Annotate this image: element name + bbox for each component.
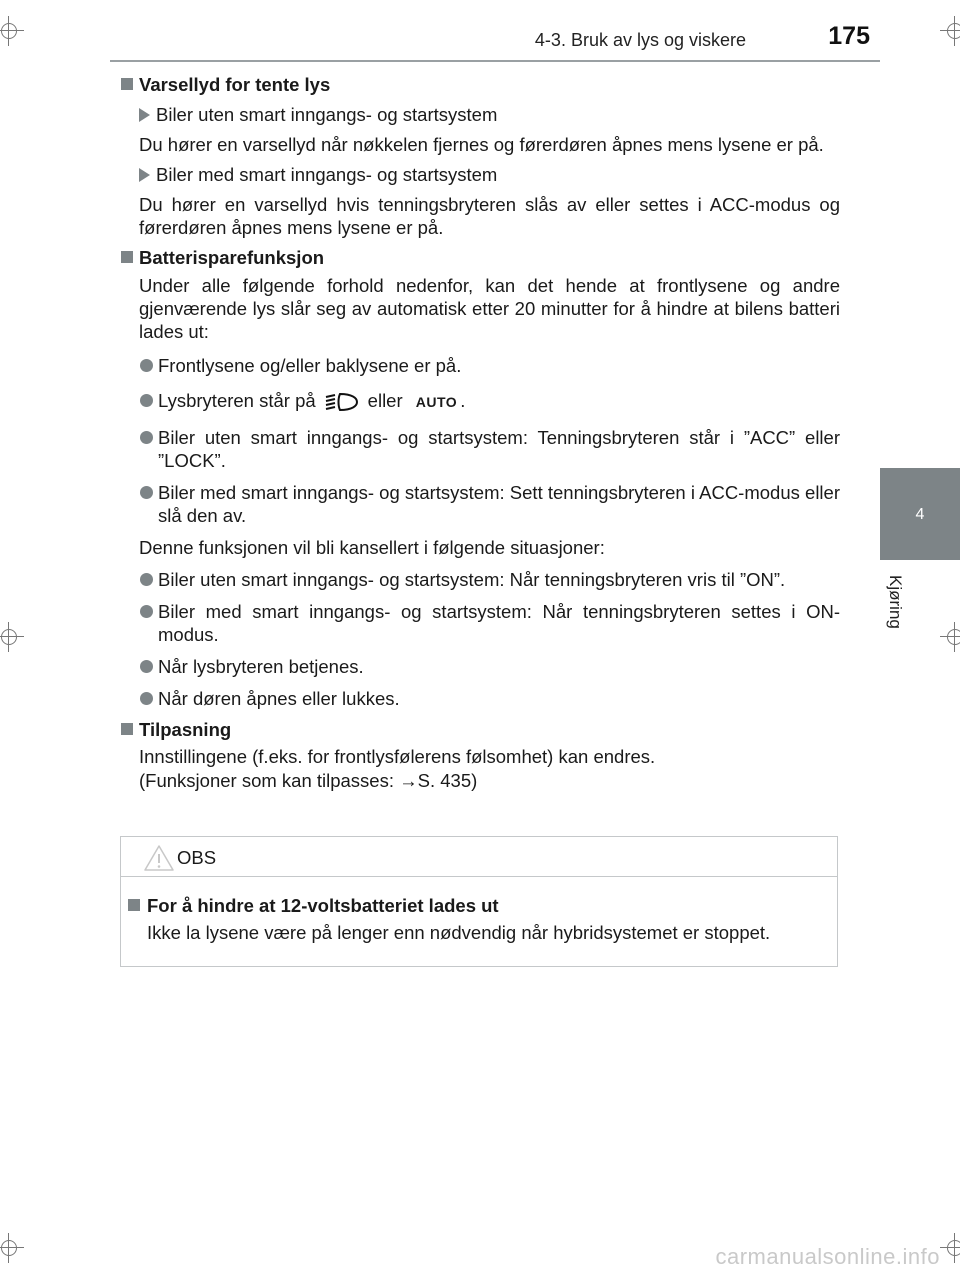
watermark: carmanualsonline.info: [715, 1244, 940, 1269]
list-item: Lysbryteren står på eller AUTO .: [120, 389, 840, 414]
subheading-without-smart: Biler uten smart inngangs- og startsystem: [120, 103, 840, 126]
cross-reference-link[interactable]: (Funksjoner som kan tilpasses: →S. 435): [139, 770, 478, 791]
chapter-label-container: [885, 575, 911, 645]
bullet-dot-icon: [140, 486, 153, 499]
auto-icon: AUTO: [415, 394, 458, 410]
bullet-dot-icon: [140, 692, 153, 705]
paragraph: Denne funksjonen vil bli kansellert i følgende situasjoner:: [139, 537, 605, 558]
list-item: Når døren åpnes eller lukkes.: [120, 687, 840, 710]
list-item: Frontlysene og/eller baklysene er på.: [120, 354, 840, 377]
header-rule: [110, 60, 880, 62]
paragraph: Du hører en varsellyd hvis tenningsbryteren slås av eller settes i ACC-modus og førerdøren åpnes mens lysene er på.: [139, 194, 840, 238]
crop-mark-mid-left: [0, 622, 24, 652]
main-content: [120, 73, 840, 792]
list-item: Biler uten smart inngangs- og startsystem: Når tenningsbryteren vris til ”ON”.: [120, 568, 840, 591]
list-item: Når lysbryteren betjenes.: [120, 655, 840, 678]
square-bullet-icon: [128, 899, 140, 911]
notice-label: OBS: [177, 847, 217, 868]
paragraph: Du hører en varsellyd når nøkkelen fjernes og førerdøren åpnes mens lysene er på.: [139, 134, 824, 155]
bullet-dot-icon: [140, 431, 153, 444]
triangle-marker-icon: [139, 108, 150, 122]
page-number: 175: [828, 22, 870, 50]
square-bullet-icon: [121, 723, 133, 735]
notice-header: [121, 837, 837, 877]
subheading-with-smart: Biler med smart inngangs- og startsystem: [120, 163, 840, 186]
page-header: [0, 0, 960, 64]
paragraph: Under alle følgende forhold nedenfor, kan det hende at frontlysene og andre gjenværende lys slår seg av automatisk etter 20 minutter for å hindre at bilens batteri lades ut:: [139, 275, 840, 342]
notice-title: For å hindre at 12-voltsbatteriet lades ut: [128, 895, 499, 917]
list-item: Biler uten smart inngangs- og startsystem: Tenningsbryteren står i ”ACC” eller ”LOCK”.: [120, 426, 840, 472]
chapter-label: Kjøring: [886, 575, 905, 629]
bullet-dot-icon: [140, 605, 153, 618]
notice-text: Ikke la lysene være på lenger enn nødvendig når hybridsystemet er stoppet.: [147, 922, 771, 943]
bullet-dot-icon: [140, 573, 153, 586]
triangle-marker-icon: [139, 168, 150, 182]
heading-customization: Tilpasning: [120, 718, 840, 741]
bullet-dot-icon: [140, 359, 153, 372]
bullet-dot-icon: [140, 660, 153, 673]
crop-mark-bottom-right: [940, 1233, 960, 1263]
square-bullet-icon: [121, 78, 133, 90]
section-title: 4-3. Bruk av lys og viskere: [534, 30, 746, 50]
warning-triangle-icon: [143, 843, 175, 873]
heading-warning-sound: Varsellyd for tente lys: [120, 73, 840, 96]
notice-box: [120, 836, 838, 967]
chapter-number: 4: [915, 506, 925, 523]
crop-mark-bottom-left: [0, 1233, 24, 1263]
list-item: Biler med smart inngangs- og startsystem: Sett tenningsbryteren i ACC-modus eller slå den av.: [120, 481, 840, 527]
square-bullet-icon: [121, 251, 133, 263]
heading-battery-saver: Batterisparefunksjon: [120, 246, 840, 269]
chapter-tab: [880, 468, 960, 560]
paragraph: Innstillingene (f.eks. for frontlysfølerens følsomhet) kan endres.: [139, 746, 656, 767]
crop-mark-mid-right: [940, 622, 960, 652]
bullet-dot-icon: [140, 394, 153, 407]
list-item: Biler med smart inngangs- og startsystem: Når tenningsbryteren settes i ON-modus.: [120, 600, 840, 646]
headlight-icon: [324, 391, 360, 413]
